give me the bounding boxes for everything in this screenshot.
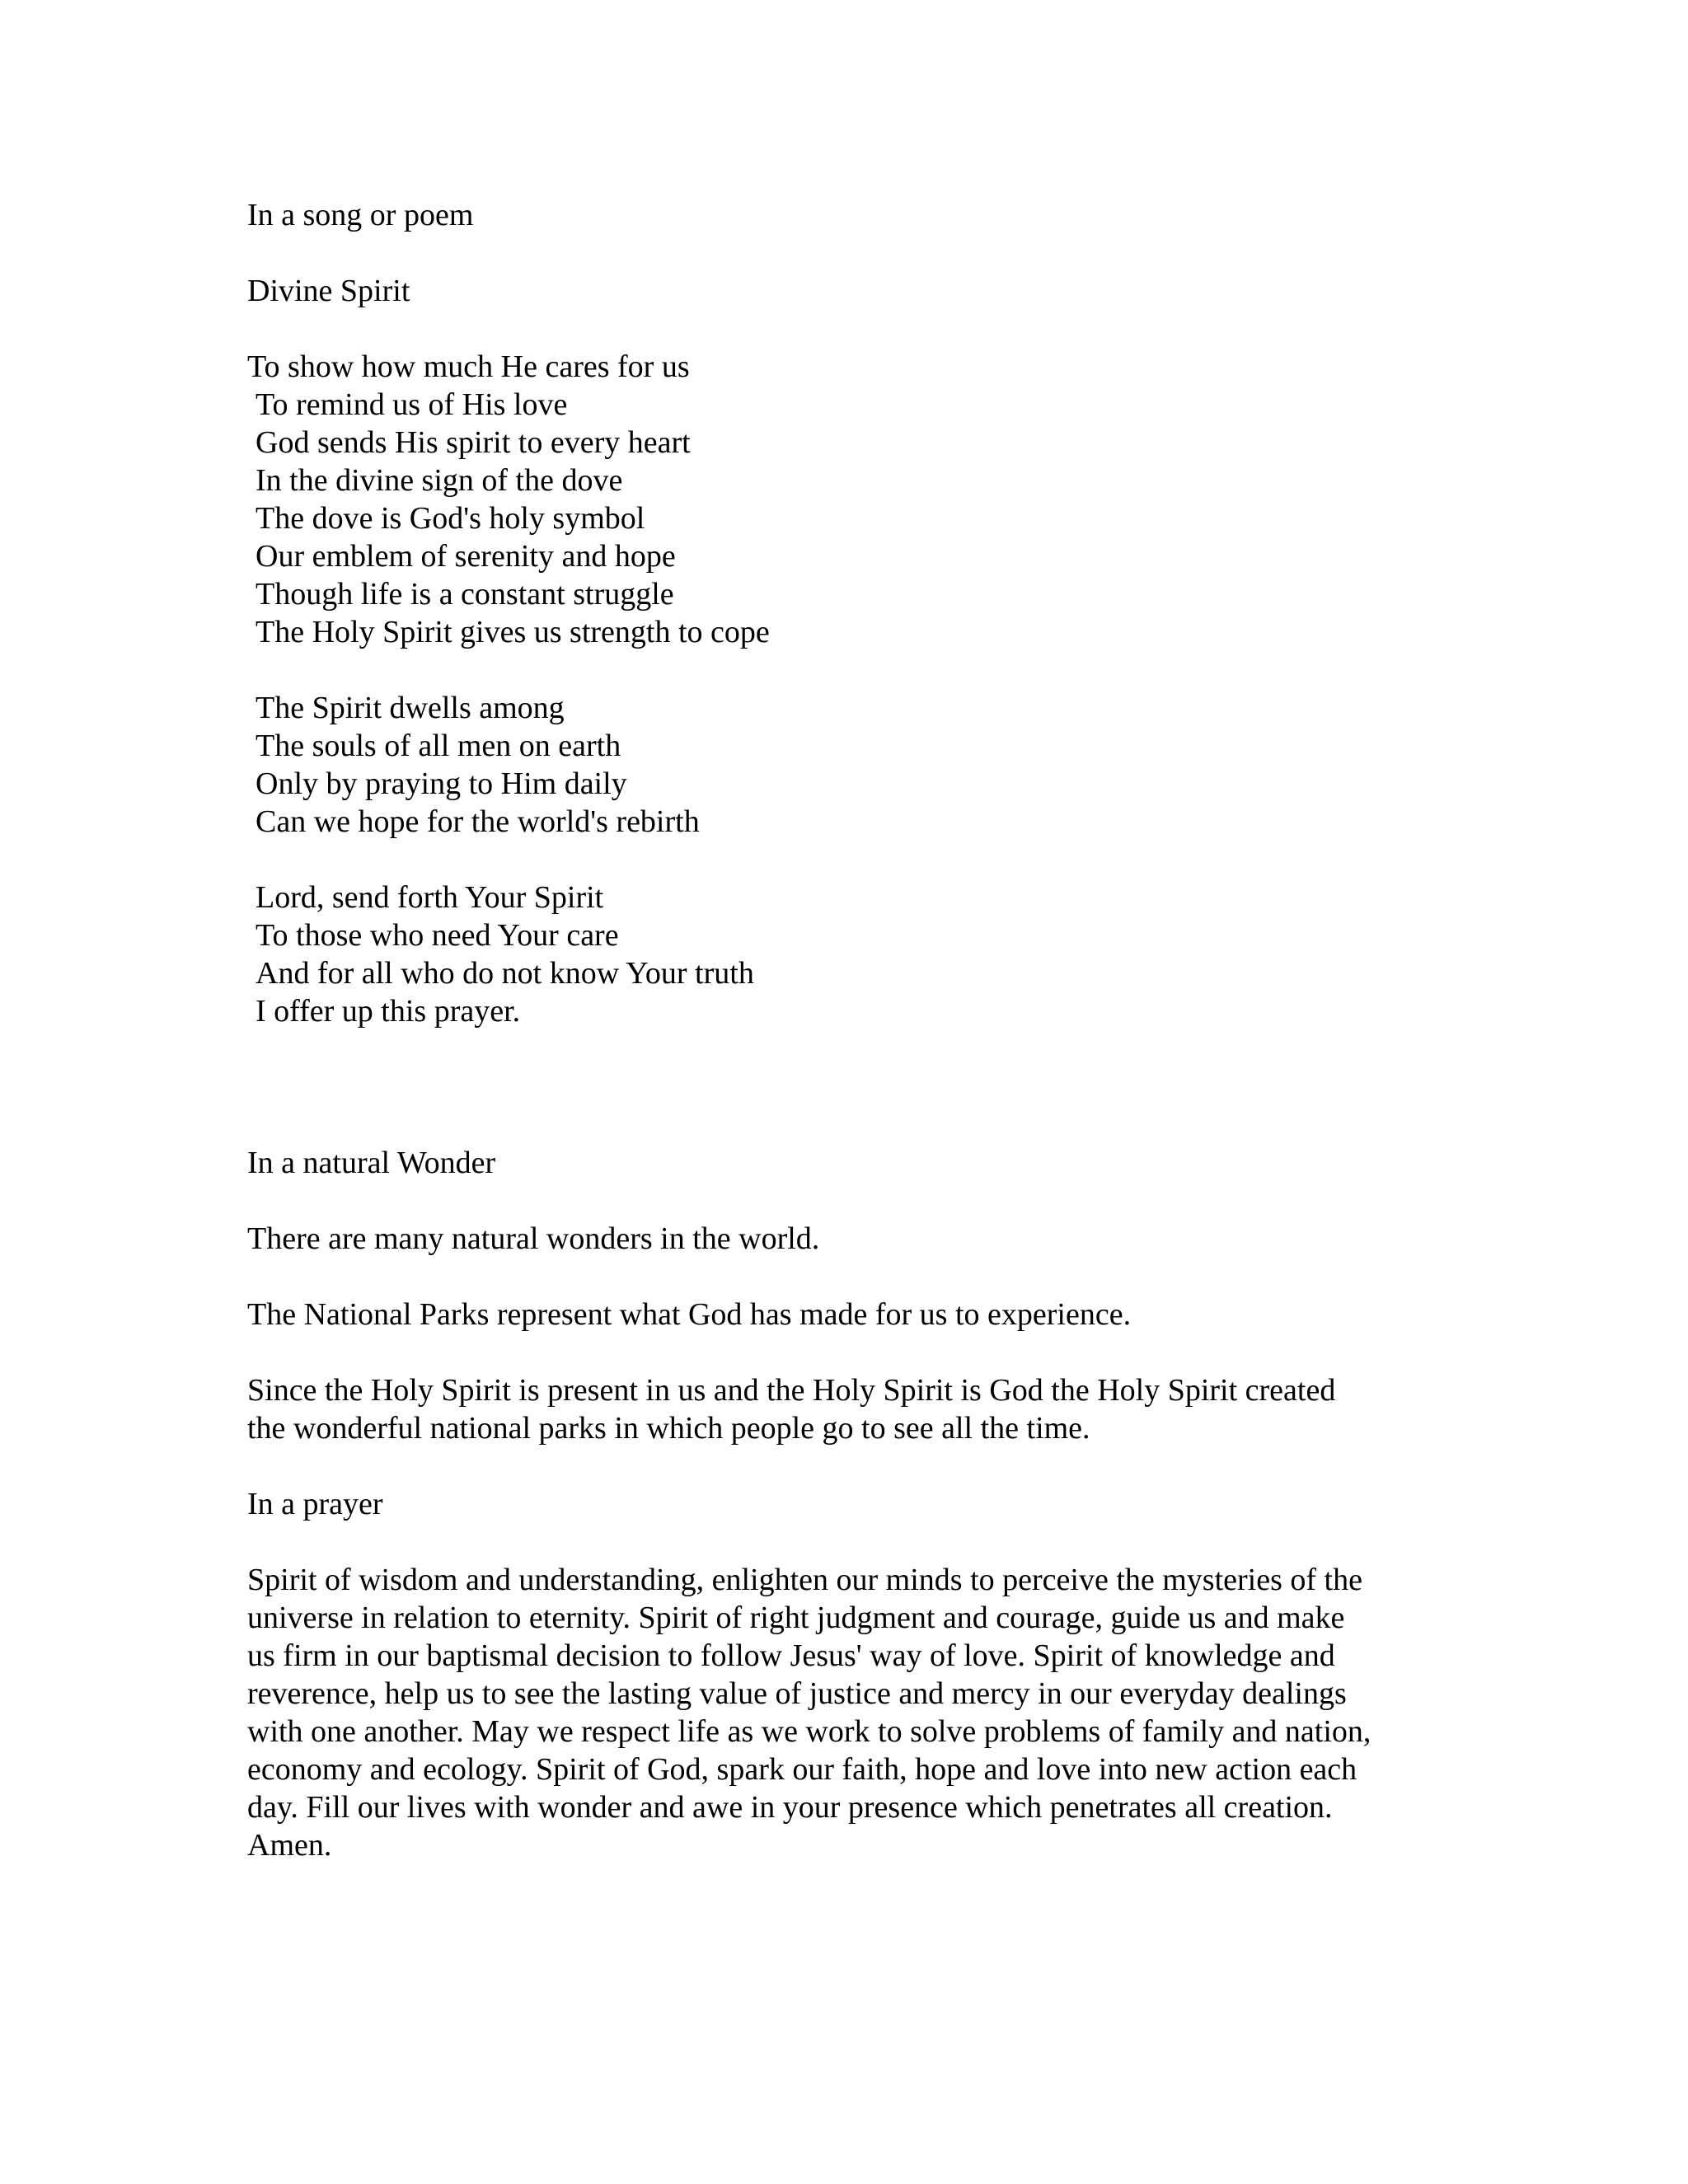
- poem-line: The Holy Spirit gives us strength to cope: [256, 615, 770, 649]
- poem-line: I offer up this prayer.: [256, 994, 521, 1029]
- poem-title: Divine Spirit: [247, 274, 410, 308]
- paragraph-line: Since the Holy Spirit is present in us and the Holy Spirit is God the Holy Spirit created: [247, 1373, 1336, 1408]
- paragraph-line: economy and ecology. Spirit of God, spark our faith, hope and love into new action each: [247, 1752, 1357, 1787]
- poem-line: Our emblem of serenity and hope: [256, 539, 676, 574]
- prayer-paragraph: [247, 1561, 1451, 1864]
- paragraph: There are many natural wonders in the world.: [247, 1221, 820, 1256]
- spacer: [247, 234, 1451, 272]
- poem-line: And for all who do not know Your truth: [256, 956, 754, 991]
- paragraph-line: Amen.: [247, 1828, 332, 1863]
- section-heading-song: In a song or poem: [247, 198, 474, 232]
- paragraph-line: reverence, help us to see the lasting value of justice and mercy in our everyday dealings: [247, 1676, 1347, 1711]
- document-content: [247, 196, 1451, 1864]
- section-heading-wonder: In a natural Wonder: [247, 1146, 496, 1180]
- spacer: [247, 651, 1451, 689]
- poem-line: To remind us of His love: [256, 387, 568, 422]
- spacer: [247, 1182, 1451, 1220]
- paragraph-holy-spirit-parks: [247, 1371, 1451, 1447]
- poem-stanza-1: [247, 348, 1451, 651]
- poem-line: In the divine sign of the dove: [256, 463, 623, 498]
- paragraph-line: universe in relation to eternity. Spirit of right judgment and courage, guide us and make: [247, 1601, 1345, 1635]
- poem-line: The Spirit dwells among: [256, 691, 565, 725]
- spacer: [247, 841, 1451, 879]
- poem-line: The souls of all men on earth: [256, 729, 621, 763]
- spacer: [247, 1523, 1451, 1561]
- poem-line: To those who need Your care: [256, 918, 619, 953]
- poem-line: Can we hope for the world's rebirth: [256, 804, 700, 839]
- section-heading-prayer: In a prayer: [247, 1487, 383, 1521]
- spacer: [247, 1447, 1451, 1485]
- poem-line: The dove is God's holy symbol: [256, 501, 645, 536]
- poem-line: Though life is a constant struggle: [256, 577, 674, 612]
- poem-line: Lord, send forth Your Spirit: [256, 880, 604, 915]
- paragraph-line: us firm in our baptismal decision to follow Jesus' way of love. Spirit of knowledge and: [247, 1638, 1335, 1673]
- poem-line: Only by praying to Him daily: [256, 766, 627, 801]
- poem-line: To show how much He cares for us: [247, 349, 690, 384]
- paragraph-line: Spirit of wisdom and understanding, enlighten our minds to perceive the mysteries of the: [247, 1563, 1362, 1597]
- paragraph-line: the wonderful national parks in which people go to see all the time.: [247, 1411, 1090, 1446]
- paragraph-line: day. Fill our lives with wonder and awe in your presence which penetrates all creation.: [247, 1790, 1333, 1825]
- spacer: [247, 310, 1451, 348]
- spacer: [247, 1030, 1451, 1144]
- spacer: [247, 1333, 1451, 1371]
- poem-stanza-2: [247, 689, 1451, 841]
- paragraph-line: with one another. May we respect life as we work to solve problems of family and nation,: [247, 1714, 1372, 1749]
- poem-line: God sends His spirit to every heart: [256, 425, 691, 460]
- paragraph: The National Parks represent what God has made for us to experience.: [247, 1297, 1132, 1332]
- poem-stanza-3: [247, 879, 1451, 1030]
- spacer: [247, 1258, 1451, 1296]
